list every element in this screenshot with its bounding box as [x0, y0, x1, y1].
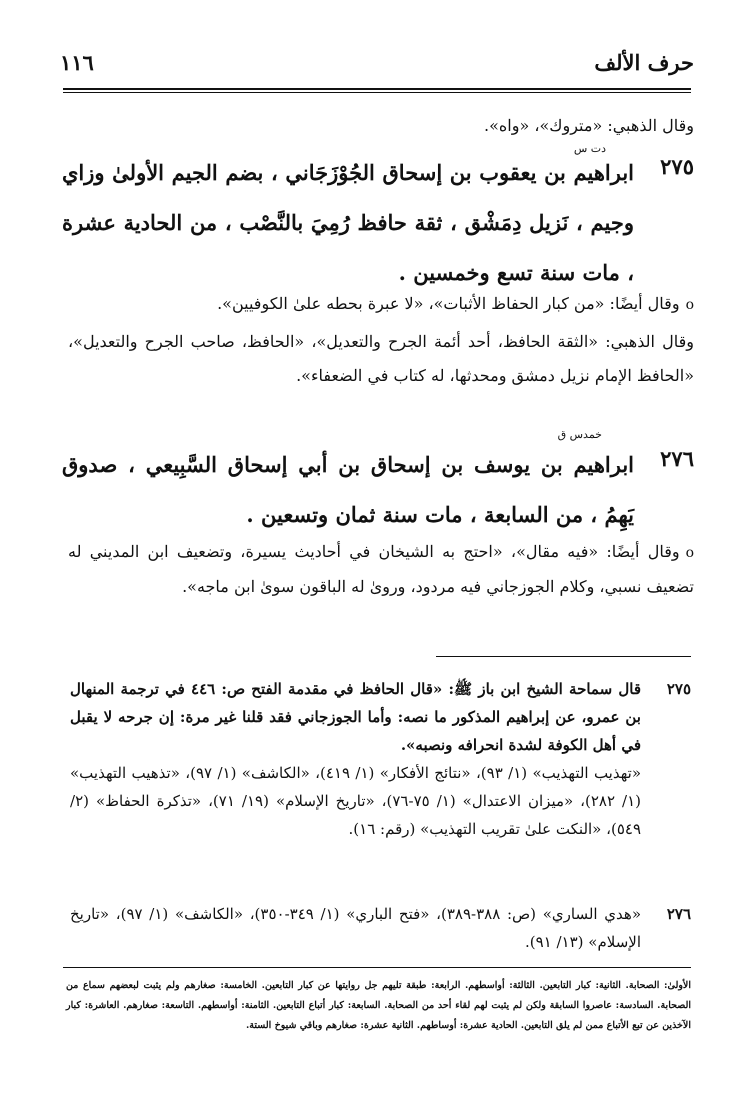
- entry-275-number: ٢٧٥: [660, 154, 694, 179]
- note-bullet: o: [685, 297, 694, 313]
- note-bullet: o: [685, 545, 695, 561]
- tabaqat-legend: الأولىٰ: الصحابة. الثانية: كبار التابعين. الثالثة: أواسطهم. الرابعة: طبقة تليهم جل روايتها عن كبار التابعين. الخامسة: صغارهم ولم يثبت لبعضهم سماع من الصحابة. السادسة: عاصروا السابقة ولكن لم يثبت لهم لقاء أحد من الصحابة. السابعة: كبار أتباع التابعين. الثامنة: أواسطهم. التاسعة: صغارهم. العاشرة: كبار الآخذين عن تبع الأتباع ممن لم يلق التابعين. الحادية عشرة: أوساطهم. الثانية عشرة: صغارهم وباقي شيوخ الستة.: [66, 980, 691, 1031]
- header-rule: [63, 88, 691, 93]
- entry-275-note-2: [68, 325, 694, 393]
- entry-276: [62, 428, 694, 540]
- entry-276-codes: خمدس ق: [557, 428, 602, 441]
- footnote-276: [70, 900, 691, 956]
- entry-275-note-2-text: وقال الذهبي: «الثقة الحافظ، أحد أئمة الجرح والتعديل»، «الحافظ، صاحب الجرح والتعديل»، «الحافظ الإمام نزيل دمشق ومحدثها، له كتاب في الضعفاء».: [68, 332, 694, 385]
- entry-276-note-1: [68, 535, 694, 604]
- entry-276-text: ابراهيم بن يوسف بن إسحاق بن أبي إسحاق السَّبِيعي ، صدوق يَهِمُ ، من السابعة ، مات سنة ثمان وتسعين .: [62, 452, 634, 527]
- entry-275-note-1: [68, 288, 694, 321]
- footnote-275-sources: «تهذيب التهذيب» (١/ ٩٣)، «نتائج الأفكار» (١/ ٤١٩)، «الكاشف» (١/ ٩٧)، «تذهيب التهذيب» (١/ ٢٨٢)، «ميزان الاعتدال» (١/ ٧٥-٧٦)، «تاريخ الإسلام» (١٩/ ٧١)، «تذكرة الحفاظ» (٢/ ٥٤٩)، «النكت علىٰ تقريب التهذيب» (رقم: ١٦).: [70, 764, 642, 838]
- footnote-276-sources: «هدي الساري» (ص: ٣٨٨-٣٨٩)، «فتح الباري» (١/ ٣٤٩-٣٥٠)، «الكاشف» (١/ ٩٧)، «تاريخ الإسلام» (١٣/ ٩١).: [70, 905, 641, 951]
- entry-275-text: ابراهيم بن يعقوب بن إسحاق الجُوْزَجَاني ، بضم الجيم الأولىٰ وزاي وجيم ، نَزيل دِمَشْق ، ثقة حافظ رُمِيَ بالنَّصْب ، من الحادية عشرة ، مات سنة تسع وخمسين .: [62, 160, 634, 285]
- footnote-275-number: ٢٧٥: [666, 680, 691, 698]
- footnote-275: [70, 675, 691, 843]
- intro-text: وقال الذهبي: «متروك»، «واه».: [484, 116, 694, 135]
- footnote-275-quote: قال سماحة الشيخ ابن باز ﷺ: «قال الحافظ في مقدمة الفتح ص: ٤٤٦ في ترجمة المنهال بن عمرو، عن إبراهيم المذكور ما نصه: وأما الجوزجاني فقد قلنا غير مرة: إن جرحه لا يقبل في أهل الكوفة لشدة انحرافه ونصبه».: [70, 680, 641, 754]
- chapter-title: حرف الألف: [594, 50, 694, 75]
- bottom-rule: [63, 967, 691, 968]
- entry-276-number: ٢٧٦: [660, 446, 694, 471]
- footnote-276-number: ٢٧٦: [666, 905, 691, 923]
- page-header: [60, 50, 694, 84]
- footnote-separator: [436, 656, 691, 657]
- intro-line: [68, 110, 694, 142]
- page-number: ١١٦: [60, 50, 94, 75]
- entry-275-note-1-text: وقال أيضًا: «من كبار الحفاظ الأثبات»، «لا عبرة بحطه علىٰ الكوفيين».: [217, 294, 680, 313]
- entry-275: [62, 142, 694, 298]
- entry-276-note-1-text: وقال أيضًا: «فيه مقال»، «احتج به الشيخان في أحاديث يسيرة، وتضعيف ابن المديني له تضعيف نسبي، وكلام الجوزجاني فيه مردود، وروىٰ له الباقون سوىٰ ابن ماجه».: [68, 542, 694, 596]
- entry-275-codes: دت س: [573, 142, 606, 155]
